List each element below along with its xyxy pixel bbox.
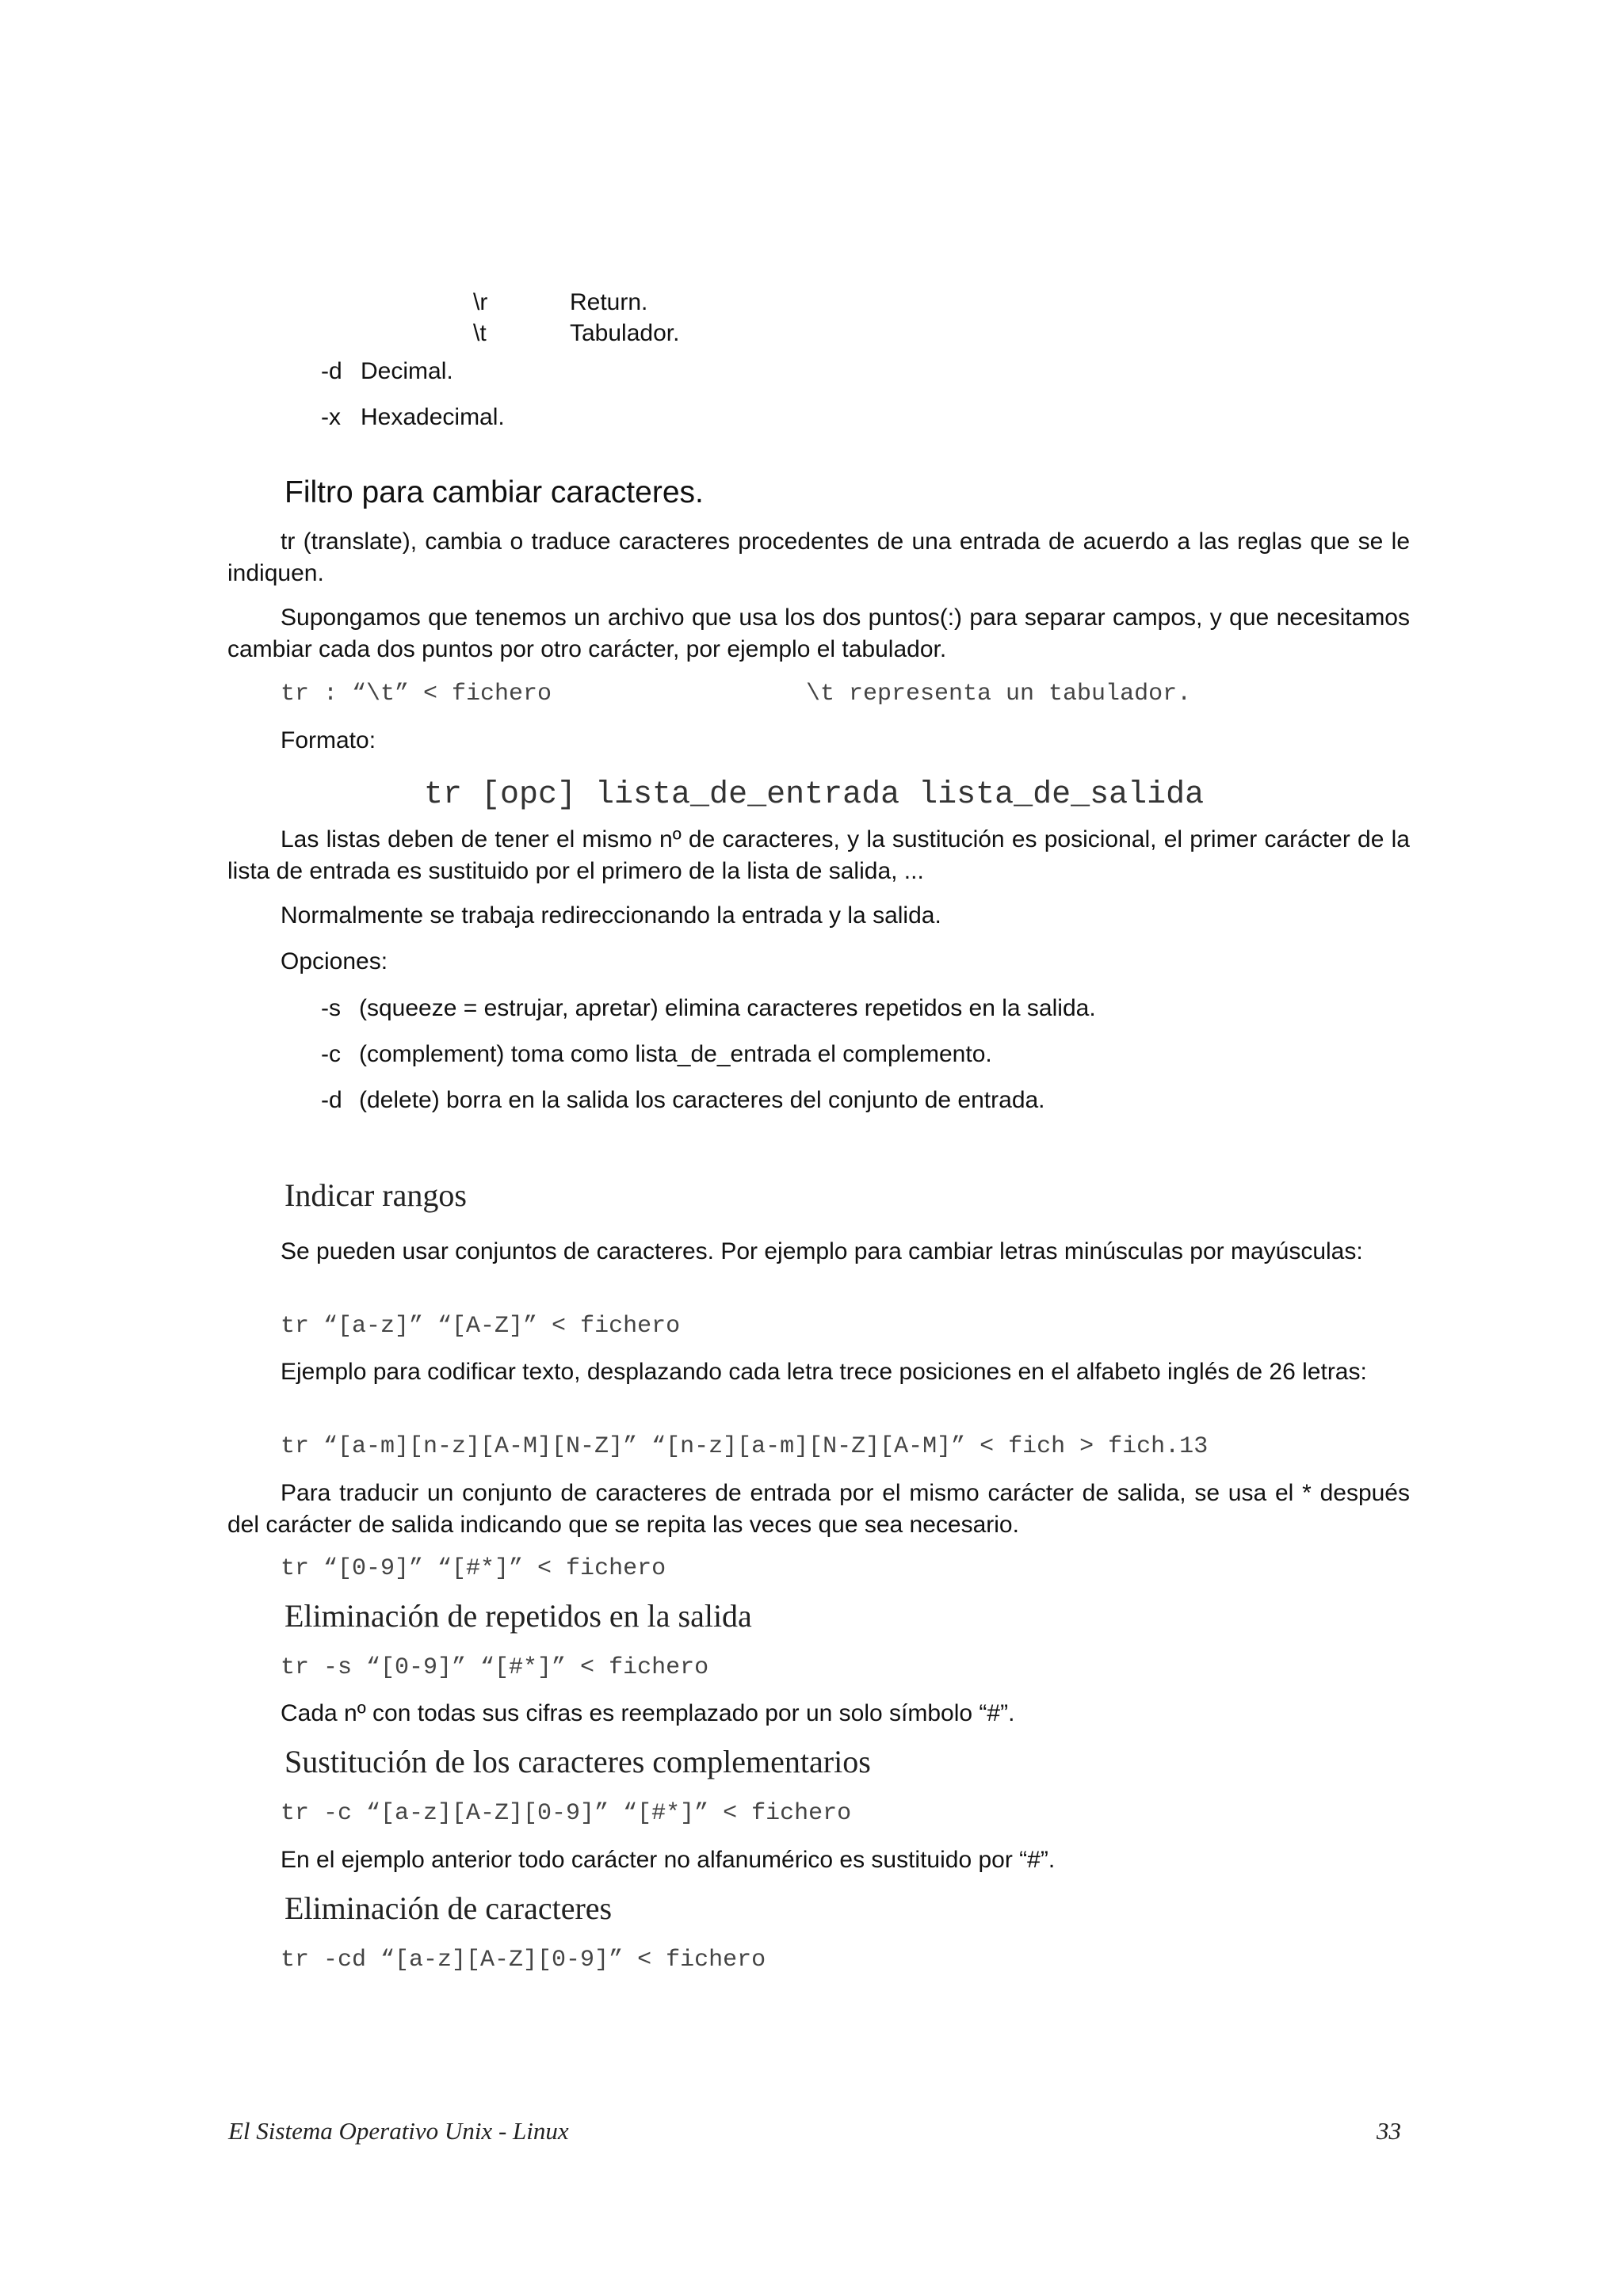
escape-code: \t <box>473 320 487 346</box>
page-number: 33 <box>1377 2117 1401 2145</box>
section-heading: Eliminación de caracteres <box>285 1890 613 1926</box>
paragraph-text: tr (translate), cambia o traduce caracteres procedentes de una entrada de acuerdo a las reglas que se le indiquen. <box>227 528 1410 586</box>
option-desc: Hexadecimal. <box>361 404 505 430</box>
format-label: Formato: <box>281 727 376 753</box>
option-flag: -d <box>321 1087 342 1113</box>
code-line: tr -c “[a-z][A-Z][0-9]” “[#*]” < fichero <box>281 1800 852 1827</box>
paragraph-text: Se pueden usar conjuntos de caracteres. Por ejemplo para cambiar letras minúsculas por mayúsculas: <box>281 1238 1363 1264</box>
format-code: tr [opc] lista_de_entrada lista_de_salida <box>424 777 1205 813</box>
paragraph <box>227 1356 1410 1388</box>
option-flag: -d <box>321 358 342 384</box>
escape-desc: Tabulador. <box>570 320 680 346</box>
escape-desc: Return. <box>570 289 648 315</box>
paragraph <box>227 824 1410 887</box>
option-flag: -s <box>321 995 341 1021</box>
escape-code: \r <box>473 289 488 315</box>
code-line: tr -s “[0-9]” “[#*]” < fichero <box>281 1654 709 1681</box>
option-desc: (complement) toma como lista_de_entrada el complemento. <box>359 1041 992 1067</box>
paragraph <box>227 1478 1410 1541</box>
option-desc: (squeeze = estrujar, apretar) elimina caracteres repetidos en la salida. <box>359 995 1096 1021</box>
section-heading: Sustitución de los caracteres complementarios <box>285 1744 871 1779</box>
code-line: tr “[0-9]” “[#*]” < fichero <box>281 1555 666 1582</box>
paragraph <box>227 1236 1410 1268</box>
paragraph-text: Las listas deben de tener el mismo nº de caracteres, y la sustitución es posicional, el primer carácter de la lista de entrada es sustituido por el primero de la lista de salida, ... <box>227 826 1410 884</box>
code-line: tr : “\t” < fichero <box>281 681 552 707</box>
paragraph-text: En el ejemplo anterior todo carácter no alfanumérico es sustituido por “#”. <box>281 1847 1056 1873</box>
paragraph-text: Para traducir un conjunto de caracteres de entrada por el mismo carácter de salida, se usa el * después del carácter de salida indicando que se repita las veces que sea necesario. <box>227 1480 1410 1538</box>
paragraph-text: Ejemplo para codificar texto, desplazando cada letra trece posiciones en el alfabeto inglés de 26 letras: <box>281 1359 1367 1385</box>
options-label: Opciones: <box>281 948 388 974</box>
section-heading: Filtro para cambiar caracteres. <box>285 475 704 509</box>
code-note: \t representa un tabulador. <box>806 681 1192 707</box>
code-line: tr “[a-m][n-z][A-M][N-Z]” “[n-z][a-m][N-Z][A-M]” < fich > fich.13 <box>281 1433 1209 1460</box>
paragraph <box>227 526 1410 589</box>
option-desc: Decimal. <box>361 358 453 384</box>
paragraph-text: Cada nº con todas sus cifras es reemplazado por un solo símbolo “#”. <box>281 1700 1015 1726</box>
paragraph <box>227 602 1410 666</box>
footer-title: El Sistema Operativo Unix - Linux <box>228 2117 569 2145</box>
option-flag: -x <box>321 404 341 430</box>
paragraph-text: Normalmente se trabaja redireccionando la entrada y la salida. <box>281 902 941 929</box>
code-line: tr “[a-z]” “[A-Z]” < fichero <box>281 1313 681 1340</box>
section-heading: Indicar rangos <box>285 1177 467 1213</box>
code-line: tr -cd “[a-z][A-Z][0-9]” < fichero <box>281 1947 766 1974</box>
option-desc: (delete) borra en la salida los caracteres del conjunto de entrada. <box>359 1087 1045 1113</box>
section-heading: Eliminación de repetidos en la salida <box>285 1598 752 1634</box>
paragraph-text: Supongamos que tenemos un archivo que usa los dos puntos(:) para separar campos, y que necesitamos cambiar cada dos puntos por otro carácter, por ejemplo el tabulador. <box>227 605 1410 662</box>
option-flag: -c <box>321 1041 341 1067</box>
